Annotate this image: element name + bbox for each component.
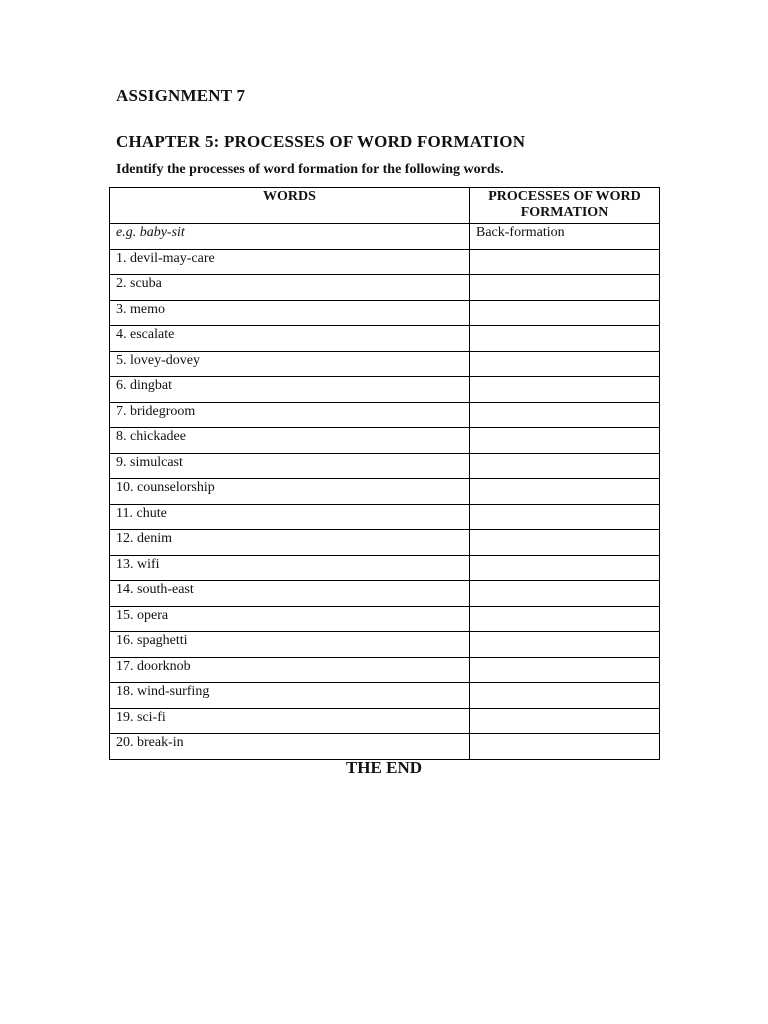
process-answer-cell[interactable]: [470, 530, 660, 556]
table-header-row: [110, 188, 660, 224]
words-column-header: WORDS: [110, 188, 470, 224]
table-row: [110, 428, 660, 454]
process-answer-cell[interactable]: [470, 581, 660, 607]
table-row: [110, 402, 660, 428]
example-row: [110, 224, 660, 250]
table-row: [110, 581, 660, 607]
table-row: [110, 504, 660, 530]
table-row: [110, 453, 660, 479]
chapter-title: CHAPTER 5: PROCESSES OF WORD FORMATION: [116, 132, 526, 151]
instruction-text: Identify the processes of word formation for the following words.: [116, 162, 504, 177]
word-cell: 5. lovey-dovey: [110, 351, 470, 377]
word-cell: 19. sci-fi: [110, 708, 470, 734]
process-answer-cell[interactable]: [470, 555, 660, 581]
table-row: [110, 479, 660, 505]
word-cell: 13. wifi: [110, 555, 470, 581]
word-cell: 17. doorknob: [110, 657, 470, 683]
process-answer-cell[interactable]: [470, 402, 660, 428]
word-cell: 3. memo: [110, 300, 470, 326]
word-formation-table: [109, 187, 660, 760]
process-answer-cell[interactable]: [470, 504, 660, 530]
table-row: [110, 683, 660, 709]
process-answer-cell[interactable]: [470, 708, 660, 734]
table-row: [110, 632, 660, 658]
process-answer-cell[interactable]: [470, 479, 660, 505]
table-row: [110, 377, 660, 403]
process-answer-cell[interactable]: [470, 683, 660, 709]
table-row: [110, 249, 660, 275]
word-cell: 20. break-in: [110, 734, 470, 760]
word-cell: 9. simulcast: [110, 453, 470, 479]
table-row: [110, 351, 660, 377]
word-cell: 7. bridegroom: [110, 402, 470, 428]
word-cell: 8. chickadee: [110, 428, 470, 454]
table-row: [110, 326, 660, 352]
table-row: [110, 708, 660, 734]
table-row: [110, 555, 660, 581]
process-answer-cell[interactable]: [470, 351, 660, 377]
process-answer-cell[interactable]: [470, 453, 660, 479]
word-cell: 4. escalate: [110, 326, 470, 352]
process-answer-cell[interactable]: [470, 326, 660, 352]
example-process-cell: Back-formation: [470, 224, 660, 250]
table-row: [110, 734, 660, 760]
word-cell: 16. spaghetti: [110, 632, 470, 658]
assignment-title: ASSIGNMENT 7: [116, 86, 246, 105]
word-cell: 12. denim: [110, 530, 470, 556]
process-answer-cell[interactable]: [470, 249, 660, 275]
table-row: [110, 300, 660, 326]
process-answer-cell[interactable]: [470, 632, 660, 658]
process-answer-cell[interactable]: [470, 606, 660, 632]
example-word-cell: e.g. baby-sit: [110, 224, 470, 250]
table-row: [110, 606, 660, 632]
word-cell: 2. scuba: [110, 275, 470, 301]
word-cell: 18. wind-surfing: [110, 683, 470, 709]
process-answer-cell[interactable]: [470, 300, 660, 326]
word-cell: 6. dingbat: [110, 377, 470, 403]
word-cell: 1. devil-may-care: [110, 249, 470, 275]
processes-column-header: PROCESSES OF WORD FORMATION: [470, 188, 660, 224]
process-answer-cell[interactable]: [470, 428, 660, 454]
word-cell: 10. counselorship: [110, 479, 470, 505]
process-answer-cell[interactable]: [470, 275, 660, 301]
table-body: [110, 224, 660, 760]
word-cell: 15. opera: [110, 606, 470, 632]
word-cell: 11. chute: [110, 504, 470, 530]
footer-the-end: THE END: [345, 758, 423, 777]
table-row: [110, 275, 660, 301]
process-answer-cell[interactable]: [470, 377, 660, 403]
table-row: [110, 657, 660, 683]
word-cell: 14. south-east: [110, 581, 470, 607]
table-row: [110, 530, 660, 556]
process-answer-cell[interactable]: [470, 657, 660, 683]
process-answer-cell[interactable]: [470, 734, 660, 760]
